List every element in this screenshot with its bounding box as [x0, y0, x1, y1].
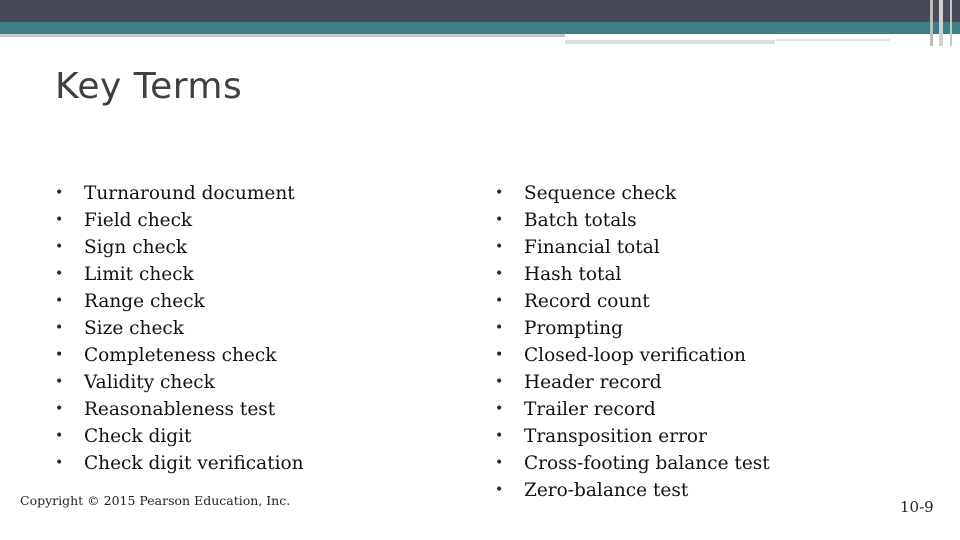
bullet-icon: •: [55, 239, 64, 255]
decorative-stripe: [950, 0, 952, 46]
term-label: Sign check: [84, 237, 188, 258]
bullet-icon: •: [495, 185, 504, 201]
term-label: Zero-balance test: [524, 480, 689, 501]
bullet-icon: •: [495, 428, 504, 444]
bullet-icon: •: [55, 212, 64, 228]
top-decorative-bar: [0, 0, 960, 22]
bullet-icon: •: [55, 455, 64, 471]
decorative-stripe: [930, 0, 933, 46]
bullet-icon: •: [495, 293, 504, 309]
term-label: Turnaround document: [84, 183, 295, 204]
term-label: Validity check: [84, 372, 215, 393]
copyright-notice: Copyright © 2015 Pearson Education, Inc.: [20, 493, 291, 508]
bullet-icon: •: [55, 428, 64, 444]
decorative-line: [0, 34, 565, 37]
bullet-icon: •: [495, 320, 504, 336]
bullet-icon: •: [55, 401, 64, 417]
slide-title: Key Terms: [55, 66, 243, 107]
term-label: Size check: [84, 318, 184, 339]
term-label: Range check: [84, 291, 205, 312]
term-label: Field check: [84, 210, 193, 231]
term-label: Header record: [524, 372, 662, 393]
bullet-icon: •: [495, 266, 504, 282]
term-label: Batch totals: [524, 210, 637, 231]
bullet-icon: •: [495, 401, 504, 417]
bullet-icon: •: [55, 266, 64, 282]
term-label: Record count: [524, 291, 650, 312]
bullet-icon: •: [495, 347, 504, 363]
decorative-line: [565, 40, 775, 44]
term-label: Prompting: [524, 318, 623, 339]
bullet-icon: •: [495, 482, 504, 498]
bullet-icon: •: [55, 374, 64, 390]
term-label: Financial total: [524, 237, 660, 258]
term-label: Cross-footing balance test: [524, 453, 770, 474]
bullet-icon: •: [55, 185, 64, 201]
term-label: Limit check: [84, 264, 194, 285]
bullet-icon: •: [495, 455, 504, 471]
bullet-icon: •: [495, 239, 504, 255]
bullet-icon: •: [55, 347, 64, 363]
term-label: Closed-loop verification: [524, 345, 746, 366]
term-label: Trailer record: [524, 399, 656, 420]
decorative-line: [775, 39, 890, 41]
bullet-icon: •: [495, 212, 504, 228]
term-label: Hash total: [524, 264, 622, 285]
bullet-icon: •: [55, 293, 64, 309]
term-label: Check digit: [84, 426, 192, 447]
term-label: Sequence check: [524, 183, 677, 204]
page-number: 10-9: [900, 498, 934, 516]
term-label: Check digit verification: [84, 453, 304, 474]
bullet-icon: •: [495, 374, 504, 390]
term-label: Reasonableness test: [84, 399, 276, 420]
bullet-icon: •: [55, 320, 64, 336]
term-label: Transposition error: [524, 426, 707, 447]
decorative-stripe: [939, 0, 943, 46]
accent-bar: [0, 22, 960, 34]
term-label: Completeness check: [84, 345, 277, 366]
